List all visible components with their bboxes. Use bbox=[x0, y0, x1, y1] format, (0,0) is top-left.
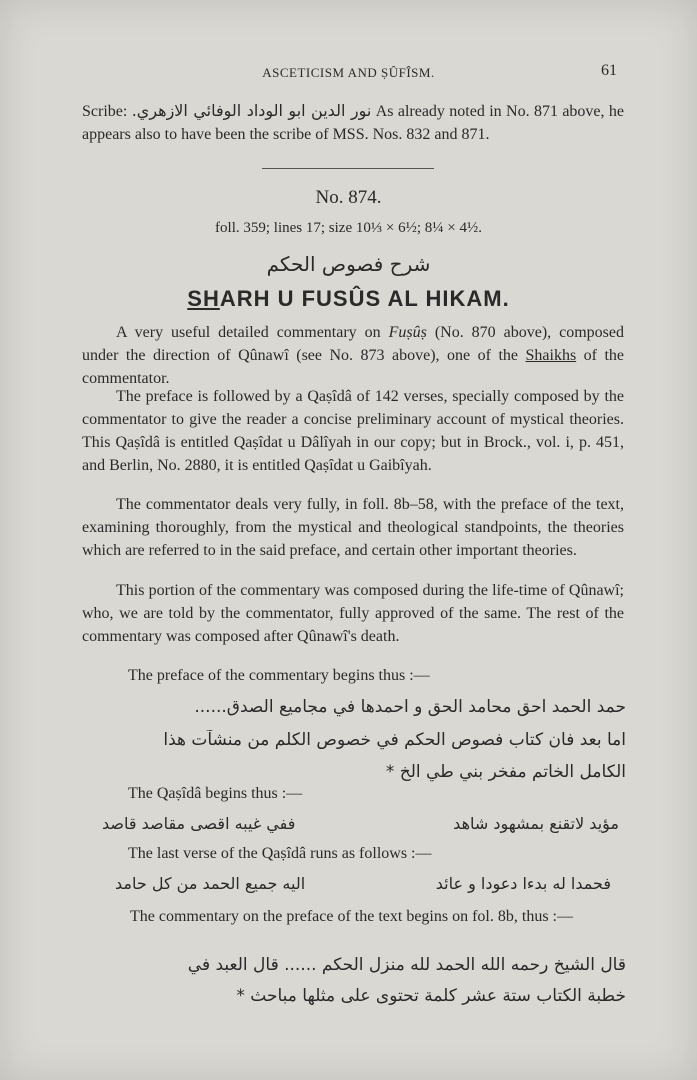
scribe-note-rest: No. 871 above, he appears also to have been the scribe of MSS. Nos. 832 and 871. bbox=[82, 103, 625, 143]
commentary-arabic-line-2: خطبة الكتاب ستة عشر كلمة تحتوى على مثلها مباحث * bbox=[236, 986, 626, 1006]
paragraph-4: This portion of the commentary was composed during the life-time of Qûnawî; who, we are told by the commentator, fully approved of the same. The rest of the commentary was composed after Qûnawî's death. bbox=[82, 582, 624, 645]
scribe-note-line1: As already noted in bbox=[375, 103, 502, 120]
p1-text-a: A very useful detailed commentary on bbox=[116, 324, 381, 341]
scribe-paragraph bbox=[82, 99, 624, 146]
preface-arabic-line-1: حمد الحمد احق محامد الحق و احمدها في مجاميع الصدق...... bbox=[194, 697, 626, 717]
qasida-label: The Qaṣîdâ begins thus :— bbox=[128, 785, 303, 802]
preface-arabic-line-2: اما بعد فان كتاب فصوص الحكم في خصوص الكلم من منشآت هذا bbox=[163, 730, 626, 750]
p1-text-c: (No. 870 above), composed under the direction of Qûnawî (see No. 873 above), one of the bbox=[82, 324, 624, 364]
english-title bbox=[0, 286, 697, 312]
last-verse-right: فحمدا له بدءا دعودا و عائد bbox=[435, 874, 611, 893]
manuscript-specs: foll. 359; lines 17; size 10⅓ × 6½; 8¼ × 4½. bbox=[215, 220, 482, 236]
qasida-verse-left: ففي غيبه اقصى مقاصد قاصد bbox=[102, 814, 296, 833]
title-rest: ARH U FUSÛS AL HIKAM. bbox=[219, 286, 510, 311]
running-title: ASCETICISM AND ṢÛFÎSM. bbox=[262, 65, 435, 80]
page-number: 61 bbox=[601, 62, 617, 79]
paragraph-2: The preface is followed by a Qaṣîdâ of 142 verses, specially composed by the commentator to give the reader a concise preliminary account of mystical theories. This Qaṣîdâ is entitled Qaṣîdat u Dâlîyah in our copy; but in Brock., vol. i, p. 451, and Berlin, No. 2880, it is entitled Qaṣîdat u Gaibîyah. bbox=[82, 388, 624, 474]
paragraph-1 bbox=[82, 321, 624, 390]
last-verse-left: اليه جميع الحمد من كل حامد bbox=[115, 874, 306, 893]
paragraph-3: The commentator deals very fully, in foll. 8b–58, with the preface of the text, examining thoroughly, from the mystical and theological standpoints, the theories which are referred to in the said preface, and certain other important theories. bbox=[82, 496, 624, 559]
p1-text-e: of the commentator. bbox=[82, 347, 625, 387]
scribe-arabic-name: نور الدين ابو الوداد الوفائي الازهري. bbox=[131, 101, 372, 120]
commentary-arabic-line-1: قال الشيخ رحمه الله الحمد لله منزل الحكم ...... قال العبد في bbox=[187, 955, 626, 975]
last-verse-label: The last verse of the Qaṣîdâ runs as follows :— bbox=[128, 845, 432, 862]
running-head bbox=[0, 62, 697, 84]
scribe-label: Scribe: bbox=[82, 103, 128, 120]
title-prefix: SH bbox=[187, 286, 220, 311]
entry-number: No. 874. bbox=[315, 187, 382, 208]
arabic-title: شرح فصوص الحكم bbox=[266, 252, 431, 276]
preface-arabic-line-3: الكامل الخاتم مفخر بني طي الخ * bbox=[385, 762, 626, 782]
p1-fusus-italic: Fuṣûṣ bbox=[388, 324, 427, 341]
preface-label: The preface of the commentary begins thus :— bbox=[128, 667, 430, 684]
section-divider bbox=[262, 168, 434, 169]
p1-shaikhs: Shaikhs bbox=[525, 347, 577, 364]
qasida-verse-right: مؤيد لاتقنع بمشهود شاهد bbox=[453, 814, 619, 833]
commentary-label: The commentary on the preface of the text begins on fol. 8b, thus :— bbox=[130, 908, 573, 925]
